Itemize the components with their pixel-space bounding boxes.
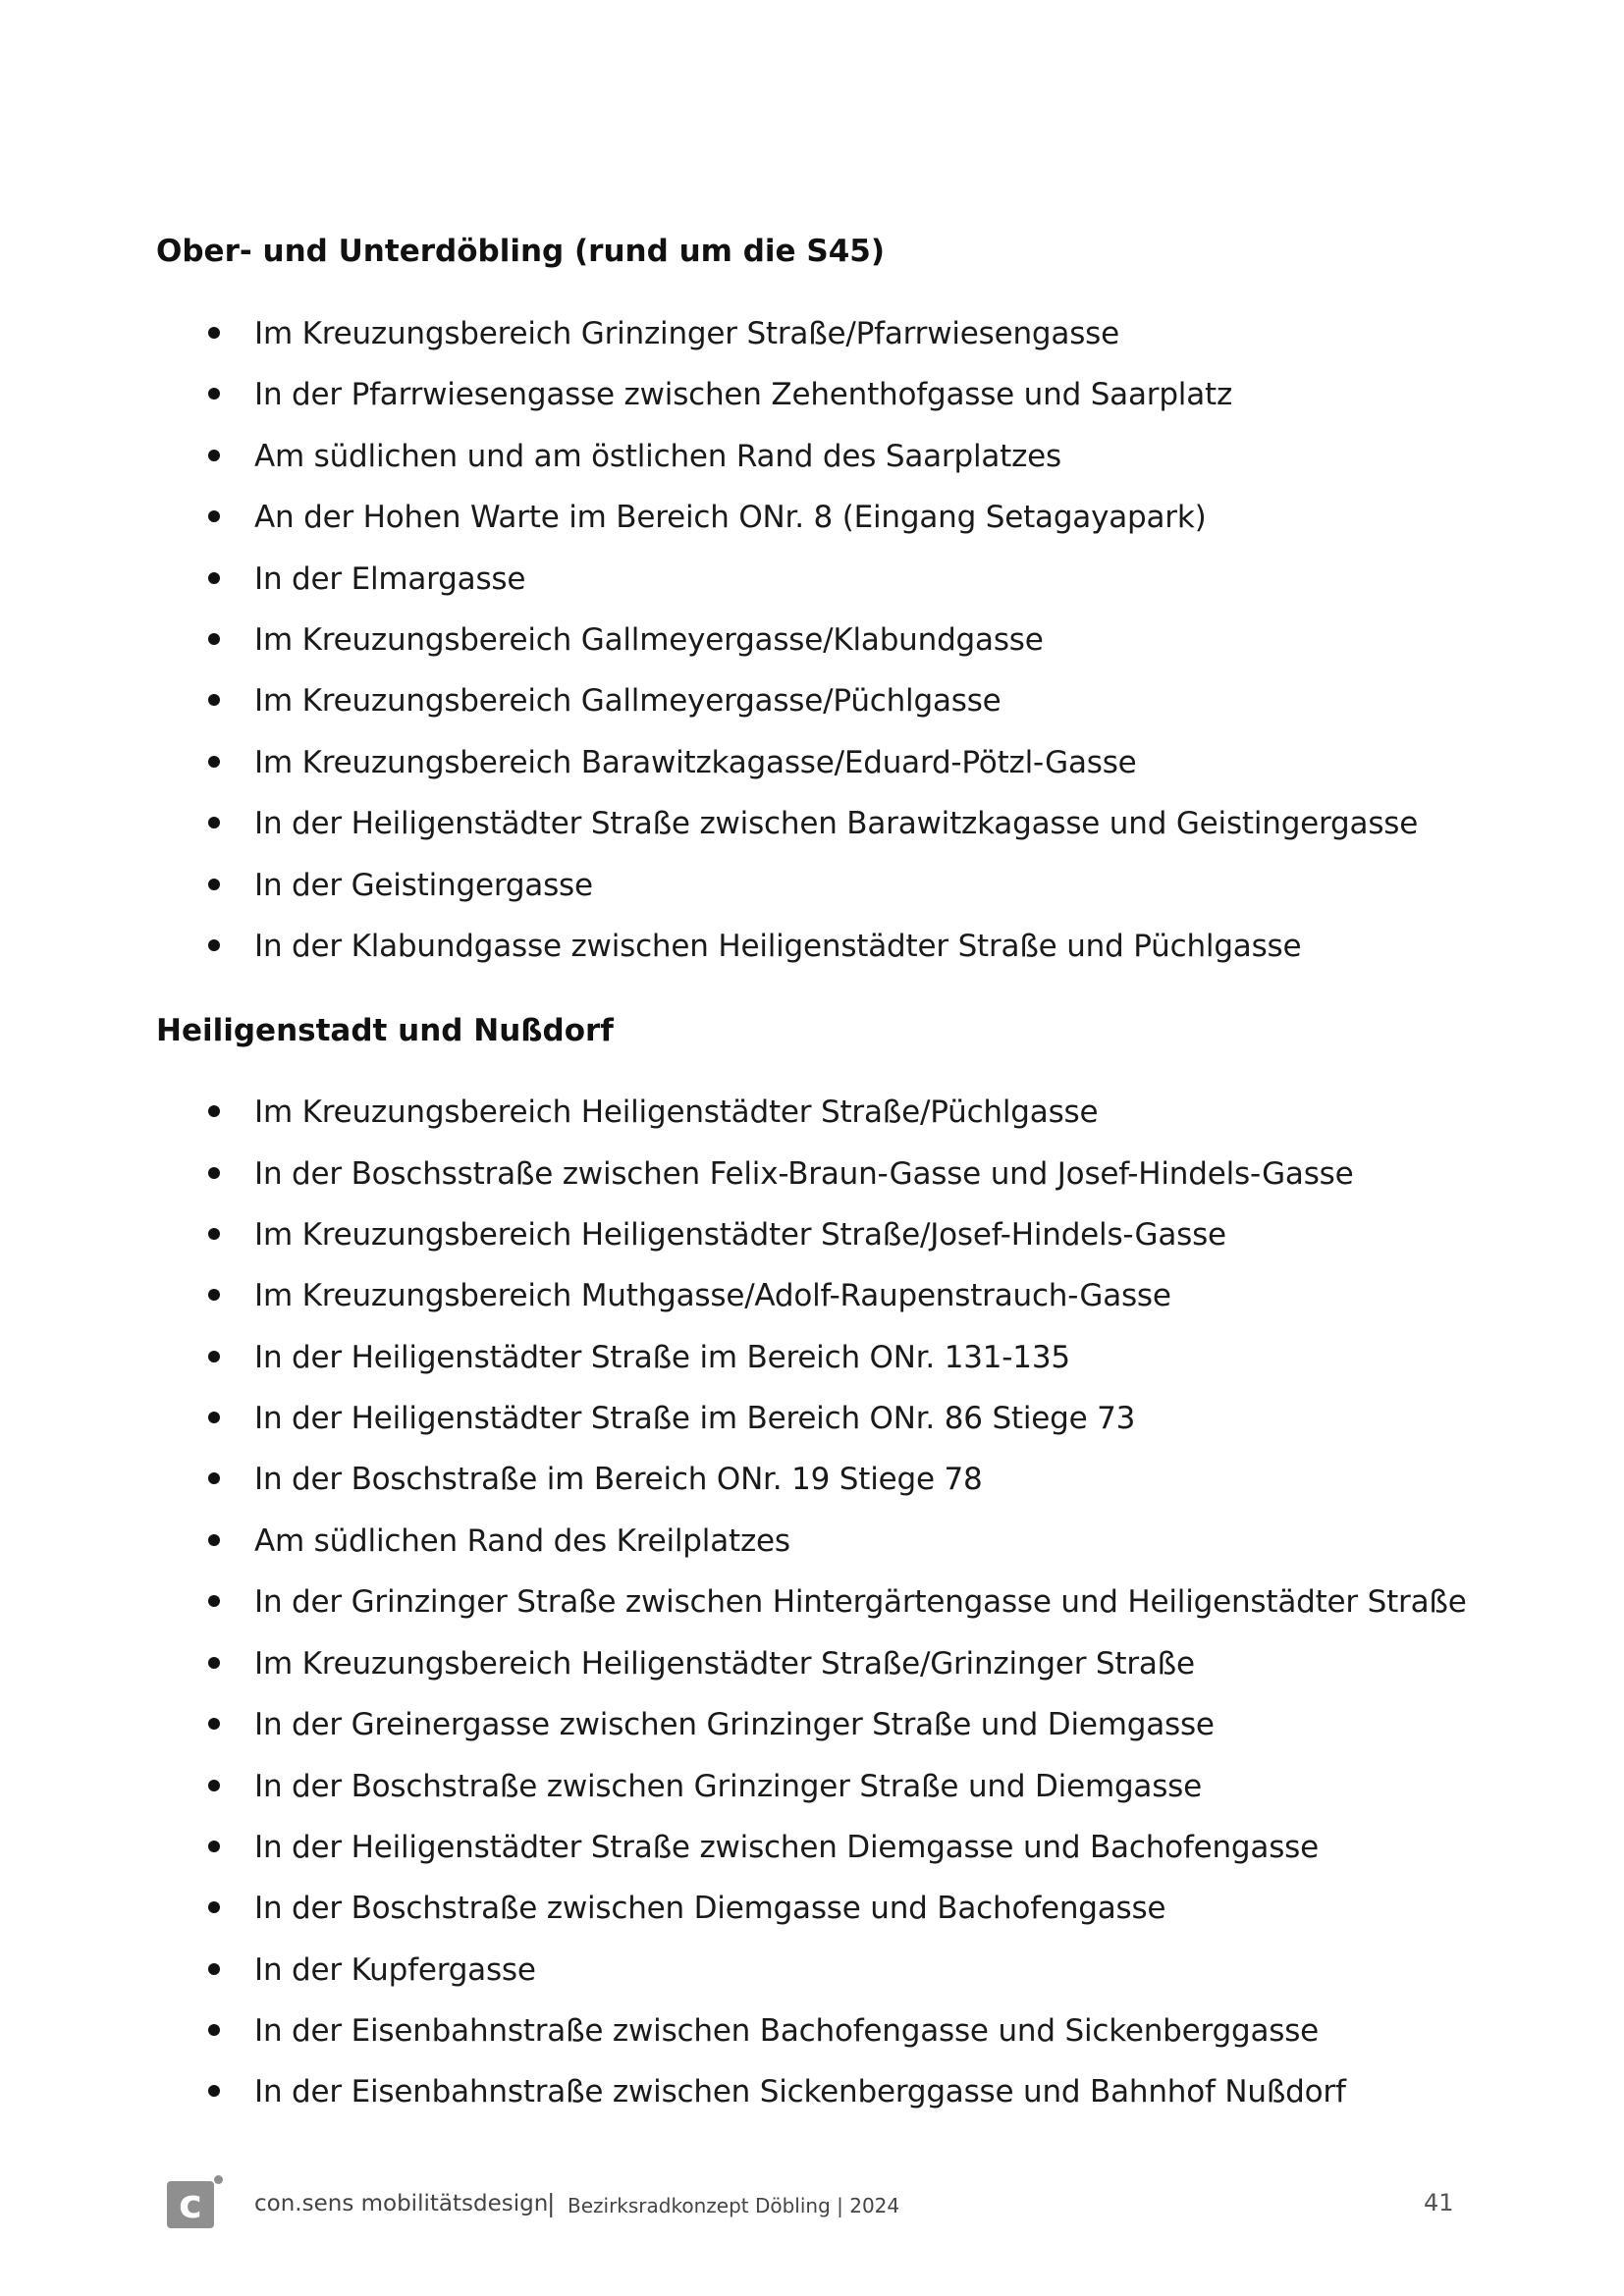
list-item-text: In der Heiligenstädter Straße zwischen Barawitzkagasse und Geistingergasse xyxy=(254,806,1419,841)
bullet-icon xyxy=(208,2024,220,2036)
bullet-icon xyxy=(208,694,220,706)
list-item-text: In der Heiligenstädter Straße zwischen Diemgasse und Bachofengasse xyxy=(254,1830,1319,1865)
list-item xyxy=(0,1336,1624,1379)
bullet-icon xyxy=(208,1595,220,1607)
list-item xyxy=(0,1887,1624,1930)
list-item-text: In der Boschstraße im Bereich ONr. 19 Stiege 78 xyxy=(254,1462,983,1497)
list-item xyxy=(0,496,1624,539)
list-item xyxy=(0,2070,1624,2113)
bullet-icon xyxy=(208,1105,220,1117)
list-item xyxy=(0,1152,1624,1196)
list-item xyxy=(0,1765,1624,1808)
list-item-text: Im Kreuzungsbereich Gallmeyergasse/Klabundgasse xyxy=(254,622,1044,658)
footer-document-title: Bezirksradkonzept Döbling | 2024 xyxy=(568,2194,900,2217)
bullet-icon xyxy=(208,327,220,339)
list-item xyxy=(0,925,1624,968)
list-item-text: Am südlichen und am östlichen Rand des Saarplatzes xyxy=(254,439,1062,474)
bullet-icon xyxy=(208,1718,220,1730)
list-item xyxy=(0,618,1624,662)
bullet-icon xyxy=(208,1841,220,1852)
bullet-icon xyxy=(208,1963,220,1975)
page-footer xyxy=(0,2169,1624,2228)
list-item-text: In der Eisenbahnstraße zwischen Bachofengasse und Sickenberggasse xyxy=(254,2013,1320,2049)
list-item-text: In der Grinzinger Straße zwischen Hintergärtengasse und Heiligenstädter Straße xyxy=(254,1584,1467,1620)
list-item-text: In der Klabundgasse zwischen Heiligenstädter Straße und Püchlgasse xyxy=(254,929,1302,964)
footer-separator: | xyxy=(547,2189,556,2217)
list-item xyxy=(0,1642,1624,1685)
bullet-icon xyxy=(208,1657,220,1669)
list-item-text: Am südlichen Rand des Kreilplatzes xyxy=(254,1523,790,1559)
section-heading: Ober- und Unterdöbling (rund um die S45) xyxy=(156,234,886,269)
list-item-text: In der Kupfergasse xyxy=(254,1952,536,1988)
bullet-icon xyxy=(208,1228,220,1240)
list-item xyxy=(0,1580,1624,1624)
list-item xyxy=(0,1274,1624,1317)
list-item xyxy=(0,1520,1624,1563)
bullet-icon xyxy=(208,1534,220,1546)
list-item-text: Im Kreuzungsbereich Gallmeyergasse/Püchlgasse xyxy=(254,683,1001,719)
list-item xyxy=(0,802,1624,845)
list-item-text: Im Kreuzungsbereich Heiligenstädter Straße/Püchlgasse xyxy=(254,1095,1099,1130)
list-item xyxy=(0,435,1624,478)
list-item xyxy=(0,373,1624,416)
page-number: 41 xyxy=(1424,2189,1454,2216)
list-item xyxy=(0,741,1624,784)
section-heading: Heiligenstadt und Nußdorf xyxy=(156,1013,614,1048)
bullet-icon xyxy=(208,510,220,522)
list-item-text: Im Kreuzungsbereich Heiligenstädter Straße/Grinzinger Straße xyxy=(254,1646,1195,1682)
list-item xyxy=(0,558,1624,601)
list-item-text: In der Pfarrwiesengasse zwischen Zehenthofgasse und Saarplatz xyxy=(254,377,1233,412)
bullet-icon xyxy=(208,633,220,645)
logo-dot-icon xyxy=(214,2175,223,2184)
bullet-icon xyxy=(208,1780,220,1791)
list-item-text: An der Hohen Warte im Bereich ONr. 8 (Eingang Setagayapark) xyxy=(254,500,1207,535)
list-item xyxy=(0,312,1624,355)
bullet-icon xyxy=(208,2085,220,2097)
list-item-text: Im Kreuzungsbereich Heiligenstädter Straße/Josef-Hindels-Gasse xyxy=(254,1217,1226,1253)
list-item xyxy=(0,1826,1624,1869)
list-item-text: In der Boschstraße zwischen Grinzinger Straße und Diemgasse xyxy=(254,1769,1202,1804)
list-item-text: In der Geistingergasse xyxy=(254,868,593,903)
list-item-text: In der Eisenbahnstraße zwischen Sickenberggasse und Bahnhof Nußdorf xyxy=(254,2074,1346,2109)
logo-letter: c xyxy=(179,2182,202,2227)
list-item xyxy=(0,679,1624,722)
bullet-icon xyxy=(208,756,220,768)
consens-logo-icon xyxy=(167,2181,214,2228)
list-item xyxy=(0,864,1624,907)
list-item xyxy=(0,1949,1624,1992)
bullet-icon xyxy=(208,1472,220,1484)
list-item xyxy=(0,1458,1624,1501)
list-item-text: In der Greinergasse zwischen Grinzinger Straße und Diemgasse xyxy=(254,1707,1215,1742)
bullet-icon xyxy=(208,817,220,828)
list-item xyxy=(0,2009,1624,2053)
bullet-icon xyxy=(208,1351,220,1362)
list-item xyxy=(0,1397,1624,1440)
list-item xyxy=(0,1703,1624,1746)
list-item-text: In der Elmargasse xyxy=(254,561,526,597)
list-item-text: Im Kreuzungsbereich Muthgasse/Adolf-Raupenstrauch-Gasse xyxy=(254,1278,1171,1313)
bullet-icon xyxy=(208,1901,220,1913)
list-item-text: In der Boschstraße zwischen Diemgasse und Bachofengasse xyxy=(254,1891,1166,1926)
bullet-icon xyxy=(208,1412,220,1423)
bullet-icon xyxy=(208,450,220,461)
list-item-text: In der Boschsstraße zwischen Felix-Braun-Gasse und Josef-Hindels-Gasse xyxy=(254,1156,1354,1192)
list-item-text: Im Kreuzungsbereich Grinzinger Straße/Pfarrwiesengasse xyxy=(254,316,1119,351)
bullet-icon xyxy=(208,388,220,400)
bullet-icon xyxy=(208,572,220,584)
bullet-icon xyxy=(208,879,220,890)
bullet-icon xyxy=(208,939,220,951)
list-item xyxy=(0,1091,1624,1134)
bullet-icon xyxy=(208,1167,220,1179)
list-item xyxy=(0,1213,1624,1256)
list-item-text: In der Heiligenstädter Straße im Bereich ONr. 131-135 xyxy=(254,1340,1070,1375)
footer-company: con.sens mobilitätsdesign xyxy=(254,2191,549,2216)
list-item-text: Im Kreuzungsbereich Barawitzkagasse/Eduard-Pötzl-Gasse xyxy=(254,745,1137,780)
list-item-text: In der Heiligenstädter Straße im Bereich ONr. 86 Stiege 73 xyxy=(254,1401,1136,1436)
bullet-icon xyxy=(208,1289,220,1301)
